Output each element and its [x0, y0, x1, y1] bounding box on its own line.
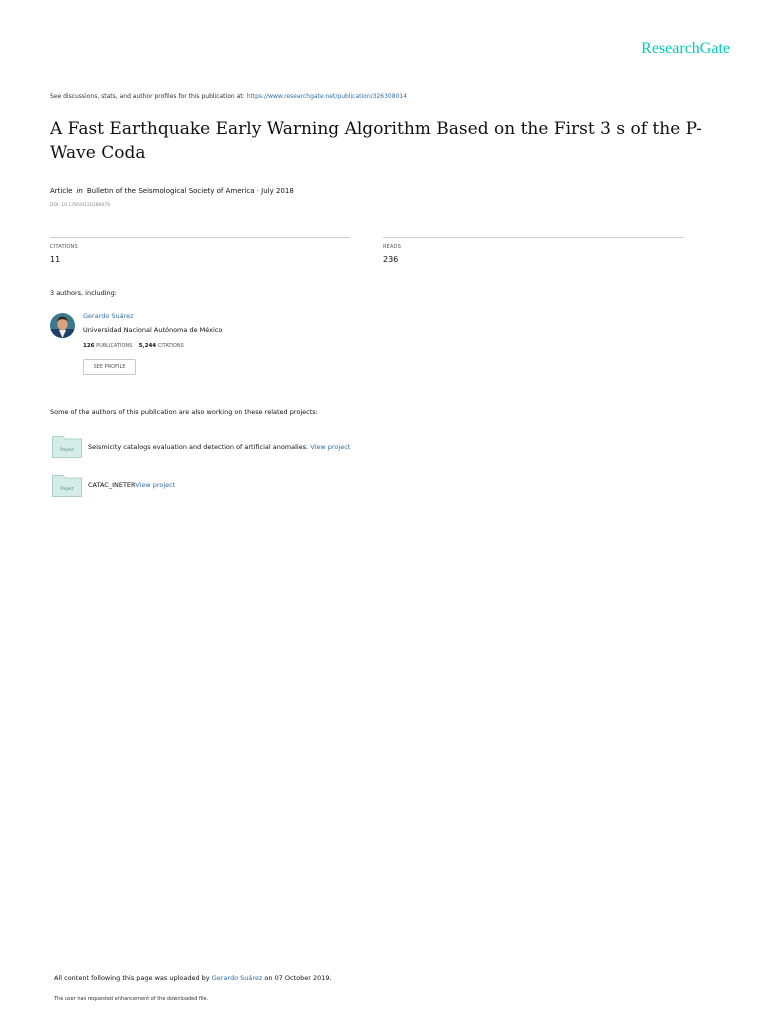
reads-divider — [383, 237, 684, 238]
citations-label: CITATIONS — [50, 244, 78, 250]
projects-heading: Some of the authors of this publication are also working on these related projects: — [50, 408, 318, 416]
journal-name[interactable]: Bulletin of the Seismological Society of America · July 2018 — [86, 187, 294, 195]
publications-count: 126 — [83, 343, 95, 349]
view-project-link[interactable]: View project — [135, 481, 176, 489]
discussion-line — [50, 93, 407, 100]
authors-heading: 3 authors, including: — [50, 289, 117, 297]
project-name: Seismicity catalogs evaluation and detection of artificial anomalies. — [88, 443, 309, 451]
publications-label: PUBLICATIONS — [96, 343, 133, 349]
project-item — [88, 481, 175, 489]
article-type: Article — [50, 187, 73, 195]
uploader-link[interactable]: Gerardo Suárez — [211, 974, 263, 982]
in-word: in — [76, 187, 83, 195]
project-icon — [52, 475, 82, 497]
researchgate-logo[interactable]: ResearchGate — [641, 40, 730, 57]
citations-count: 11 — [50, 255, 61, 264]
author-name-link[interactable]: Gerardo Suárez — [83, 312, 134, 320]
author-citations-label: CITATIONS — [157, 343, 184, 349]
see-profile-button[interactable]: SEE PROFILE — [83, 359, 136, 375]
enhancement-note: The user has requested enhancement of the downloaded file. — [54, 996, 209, 1002]
upload-notice — [54, 974, 332, 982]
author-stats — [83, 343, 184, 349]
upload-suffix: on 07 October 2019. — [264, 974, 332, 982]
publication-link[interactable]: https://www.researchgate.net/publication/326308014 — [246, 93, 408, 100]
article-doi: DOI: 10.1785/0120180079 — [50, 203, 111, 208]
project-item — [88, 443, 350, 451]
project-icon-label: Project — [60, 447, 74, 452]
article-title: A Fast Earthquake Early Warning Algorithm Based on the First 3 s of the P-Wave Coda — [50, 119, 702, 163]
view-project-link[interactable]: View project — [310, 443, 351, 451]
project-icon — [52, 436, 82, 458]
discussion-prefix: See discussions, stats, and author profiles for this publication at: — [50, 93, 245, 100]
author-institution: Universidad Nacional Autónoma de México — [83, 326, 223, 334]
project-name: CATAC_INETER — [88, 481, 136, 489]
author-citations-count: 5,244 — [138, 343, 157, 349]
avatar[interactable] — [50, 313, 75, 338]
citations-divider — [50, 237, 350, 238]
reads-label: READS — [383, 244, 402, 250]
project-icon-label: Project — [60, 486, 74, 491]
reads-count: 236 — [383, 255, 399, 264]
upload-prefix: All content following this page was uploaded by — [54, 974, 210, 982]
article-meta — [50, 187, 294, 195]
